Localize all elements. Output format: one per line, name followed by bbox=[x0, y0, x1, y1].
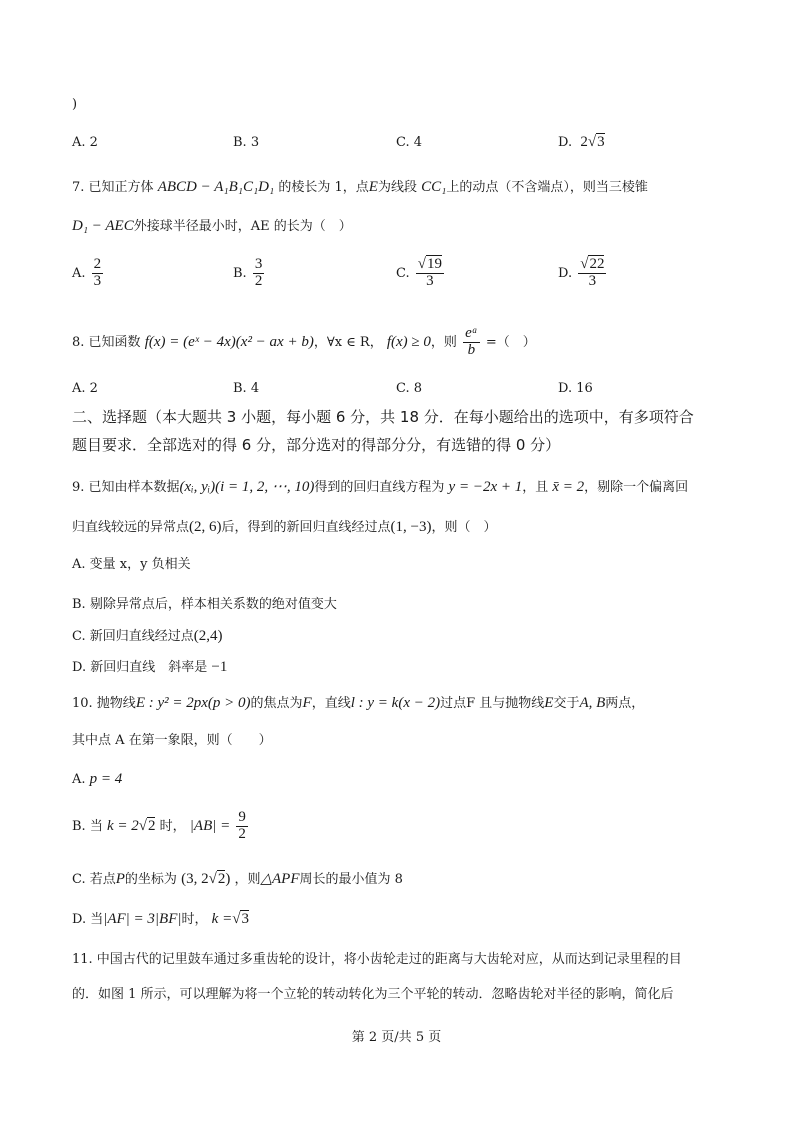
q9-stem-line1: 9. 已知由样本数据(xᵢ, yᵢ)(i = 1, 2, ⋯, 10)得到的回归直线方程为 y = −2x + 1，且 x̄ = 2，剔除一个偏离回 bbox=[72, 479, 689, 495]
q8-option-d: D. 16 bbox=[558, 381, 593, 396]
q8-option-b: B. 4 bbox=[233, 381, 260, 396]
q10-option-b: B. 当 k = 2√2 时， |AB| = $\frac{9}{2}$ bbox=[72, 809, 246, 842]
q7-option-a: A. $\frac{2}{3}$ bbox=[72, 256, 102, 289]
continuation-paren: ) bbox=[72, 97, 78, 112]
q6-option-c: C. 4 bbox=[396, 135, 423, 150]
q7-option-c: C. $\frac{√19}{3}$ bbox=[396, 256, 442, 289]
q9-option-a: A. 变量 x，y 负相关 bbox=[72, 557, 191, 572]
q8-stem: 8. 已知函数 f(x) = (eˣ − 4x)(x² − ax + b)，∀x ∈ R， f(x) ≥ 0，则 $\frac{\text{eᵃ}}{b}$ =（ ） bbox=[72, 325, 536, 358]
q7-stem-line2: D₁ − AEC外接球半径最小时，AE 的长为（ ） bbox=[72, 218, 352, 234]
page-number: 第 2 页/共 5 页 bbox=[351, 1030, 442, 1045]
section2-heading-line1: 二、选择题（本大题共 3 小题，每小题 6 分，共 18 分．在每小题给出的选项中，有多项符合 bbox=[72, 408, 694, 426]
q6-option-d: D. 2√3 bbox=[558, 134, 605, 150]
q10-stem-line1: 10. 抛物线E : y² = 2px(p > 0)的焦点为F，直线l : y = k(x − 2)过点F 且与抛物线E交于A, B两点， bbox=[72, 695, 645, 711]
q10-option-c: C. 若点P的坐标为 (3, 2√2) ，则△APF周长的最小值为 8 bbox=[72, 871, 403, 887]
q11-stem-line2: 的．如图 1 所示，可以理解为将一个立轮的转动转化为三个平轮的转动．忽略齿轮对半径的影响，简化后 bbox=[72, 987, 674, 1002]
q7-option-b: B. $\frac{3}{2}$ bbox=[233, 256, 263, 289]
q9-option-b: B. 剔除异常点后，样本相关系数的绝对值变大 bbox=[72, 597, 337, 612]
q7-option-d: D. $\frac{√22}{3}$ bbox=[558, 256, 605, 289]
q9-stem-line2: 归直线较远的异常点(2, 6)后，得到的新回归直线经过点(1, −3)，则（ ） bbox=[72, 519, 497, 535]
q6-option-b: B. 3 bbox=[233, 135, 260, 150]
q8-option-a: A. 2 bbox=[72, 381, 98, 396]
q10-option-a: A. p = 4 bbox=[72, 771, 123, 787]
section2-heading-line2: 题目要求．全部选对的得 6 分，部分选对的得部分分，有选错的得 0 分） bbox=[72, 436, 561, 454]
q11-stem-line1: 11. 中国古代的记里鼓车通过多重齿轮的设计，将小齿轮走过的距离与大齿轮对应，从而达到记录里程的目 bbox=[72, 952, 682, 967]
q10-stem-line2: 其中点 A 在第一象限，则（ ） bbox=[72, 733, 272, 748]
q9-option-d: D. 新回归直线 斜率是 −1 bbox=[72, 659, 228, 675]
q9-option-c: C. 新回归直线经过点(2,4) bbox=[72, 628, 223, 644]
q8-option-c: C. 8 bbox=[396, 381, 423, 396]
q10-option-d: D. 当|AF| = 3|BF|时， k =√3 bbox=[72, 911, 249, 927]
q6-option-a: A. 2 bbox=[72, 135, 98, 150]
q7-stem-line1: 7. 已知正方体 ABCD − A₁B₁C₁D₁ 的棱长为 1，点E为线段 CC₁上的动点（不含端点），则当三棱锥 bbox=[72, 179, 648, 195]
